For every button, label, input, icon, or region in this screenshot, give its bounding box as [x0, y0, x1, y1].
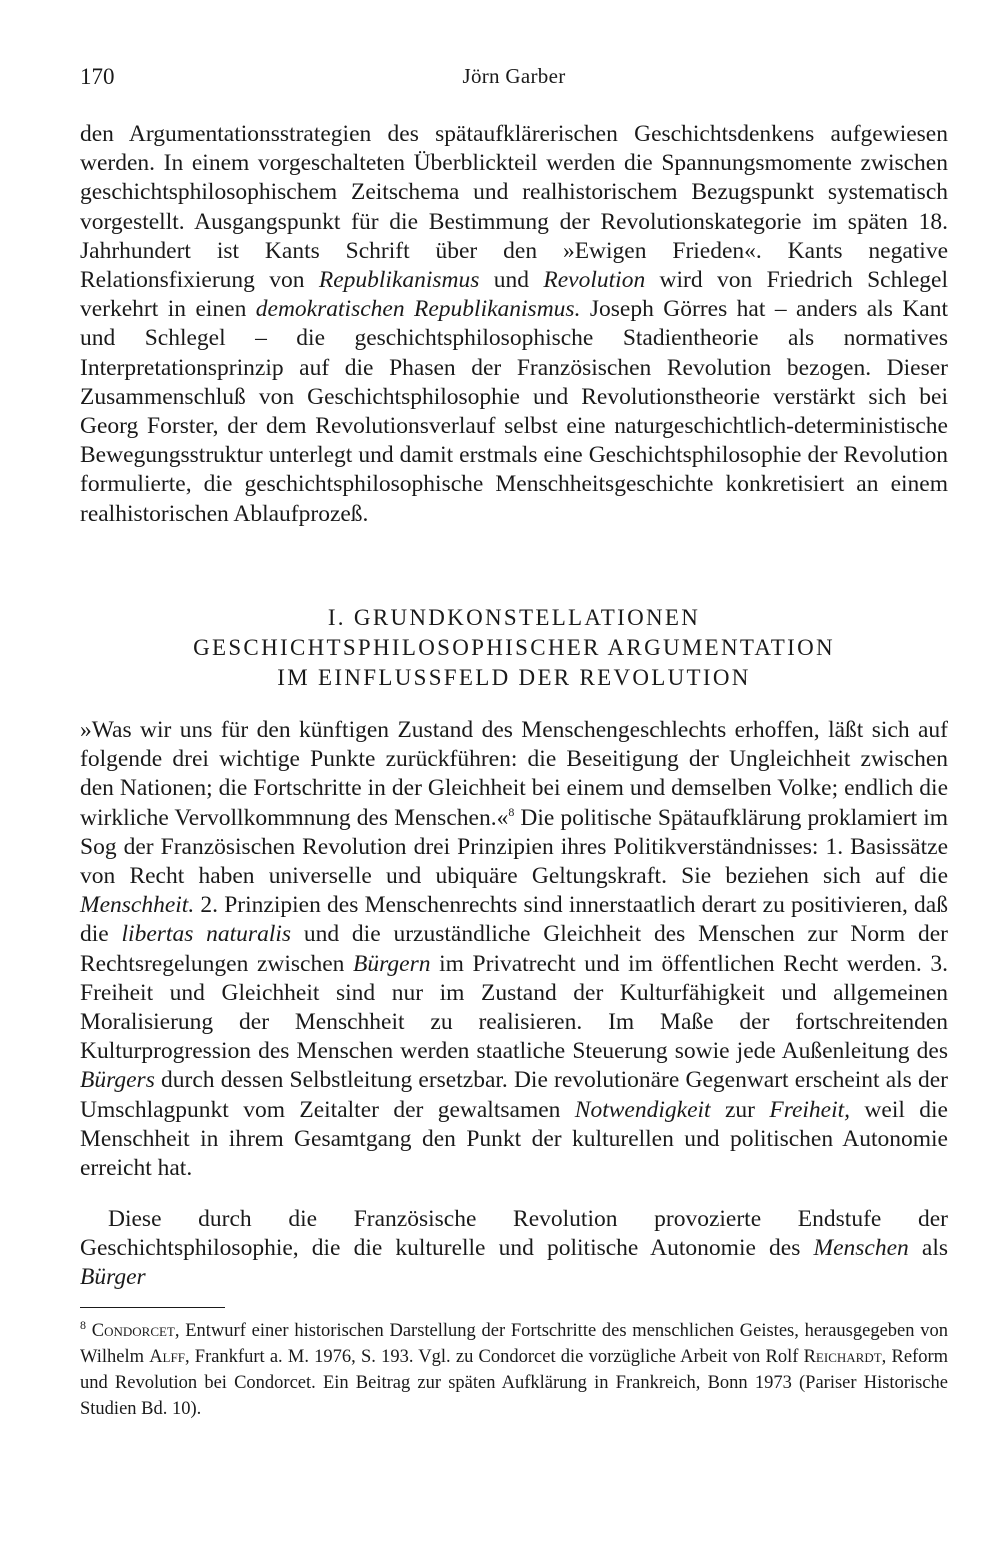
- footnote: [80, 1318, 948, 1422]
- text-run: Die politische Spätaufklärung proklamiert im Sog der Französischen Revolution drei Prinzipien ihres Politikverständnisses: 1. Basissätze von Recht haben universelle und ubiquäre Geltungskraft. Sie beziehen sich auf die: [80, 804, 949, 890]
- footnote-divider: [80, 1307, 225, 1308]
- section-heading: [80, 603, 948, 693]
- footnote-reference[interactable]: 8: [508, 804, 515, 819]
- emphasis: Bürger: [80, 1264, 146, 1291]
- emphasis: Menschen: [813, 1235, 909, 1262]
- text-run: Joseph Görres hat – anders als Kant und Schlegel – die geschichtsphilosophische Stadientheorie als normatives Interpretationsprinzip auf die Phasen der Französischen Revolution bezogen. Dieser Zusammenschluß von Geschichtsphilosophie und Revolutionstheorie verstärkt sich bei Georg Forster, der dem Revolutionsverlauf selbst eine naturgeschichtlich-deterministische Bewegungsstruktur unterlegt und damit erstmals eine Geschichtsphilosophie der Revolution formulierte, die geschichtsphilosophische Menschheitsgeschichte konkretisiert an einem realhistorischen Ablaufprozeß.: [80, 296, 949, 527]
- page-header: [80, 64, 948, 104]
- paragraph-text: [80, 716, 948, 1183]
- text-run: durch dessen Selbstleitung ersetzbar. Die revolutionäre Gegenwart erscheint als der Umschlagpunkt vom Zeitalter der gewaltsamen: [80, 1067, 948, 1123]
- text-run: den Argumentationsstrategien des spätaufklärerischen Geschichtsdenkens aufgewiesen werden. In einem vorgeschalteten Überblickteil werden die Spannungsmomente zwischen geschichtsphilosophischem Zeitschema und realhistorischem Bezugspunkt systematisch vorgestellt. Ausgangspunkt für die Bestimmung der Revolutionskategorie im späten 18. Jahrhundert ist Kants Schrift über den »Ewigen Frieden«. Kants negative Relationsfixierung von: [80, 121, 948, 294]
- heading-line-3: IM EINFLUSSFELD DER REVOLUTION: [277, 665, 751, 690]
- text-run: , Frankfurt a. M. 1976, S. 193. Vgl. zu Condorcet die vorzügliche Arbeit von Rolf: [184, 1347, 804, 1367]
- heading-line-1: I. GRUNDKONSTELLATIONEN: [327, 605, 701, 630]
- text-run: , Reform und Revolution bei Condorcet. Ein Beitrag zur späten Aufklärung in Frankreich, Bonn 1973 (Pariser Historische Studien Bd. 10).: [80, 1347, 948, 1419]
- emphasis: Freiheit,: [769, 1096, 851, 1123]
- text-run: Diese durch die Französische Revolution provozierte Endstufe der Geschichtsphilosophie, die die kulturelle und politische Autonomie des: [80, 1206, 948, 1262]
- emphasis: Menschheit.: [80, 892, 195, 919]
- text-run: »Was wir uns für den künftigen Zustand des Menschengeschlechts erhoffen, läßt sich auf folgende drei wichtige Punkte zurückführen: die Beseitigung der Ungleichheit zwischen den Nationen; die Fortschritte in der Gleichheit bei einem und demselben Volke; endlich die wirkliche Vervollkommnung des Menschen.«: [80, 717, 948, 831]
- heading-line-2: GESCHICHTSPHILOSOPHISCHER ARGUMENTATION: [193, 635, 835, 660]
- text-run: im Privatrecht und im öffentlichen Recht werden. 3. Freiheit und Gleichheit sind nur im Zustand der Kulturfähigkeit und allgemeinen Moralisierung der Menschheit zu realisieren. Im Maße der fortschreitenden Kulturprogression des Menschen werden staatliche Steuerung sowie jede Außenleitung des: [80, 950, 948, 1065]
- text-run: und die urzuständliche Gleichheit des Menschen zur Norm der Rechtsregelungen zwischen: [80, 921, 948, 977]
- text-run: weil die Menschheit in ihrem Gesamtgang den Punkt der kulturellen und politischen Autonomie erreicht hat.: [80, 1096, 948, 1182]
- text-run: als: [908, 1235, 948, 1262]
- emphasis: Revolution: [543, 267, 646, 294]
- paragraph-text: [80, 1205, 948, 1293]
- author-name: Condorcet: [91, 1321, 175, 1341]
- author-name: Reichardt: [803, 1347, 882, 1367]
- emphasis: libertas naturalis: [121, 921, 292, 948]
- text-run: und: [479, 267, 544, 294]
- editor-name: Alff: [149, 1347, 185, 1367]
- page-number: 170: [80, 64, 115, 89]
- emphasis: Bürgers: [80, 1067, 155, 1094]
- footnote-marker: 8: [80, 1317, 86, 1332]
- text-run: zur: [710, 1096, 770, 1123]
- paragraph-quote: [80, 716, 948, 1183]
- text-run: wird von Friedrich Schlegel verkehrt in einen: [80, 267, 948, 323]
- emphasis: demokratischen Republikanismus.: [255, 296, 581, 323]
- emphasis: Republikanismus: [318, 267, 480, 294]
- paragraph-continuation: [80, 1205, 948, 1293]
- text-run: , Entwurf einer historischen Darstellung der Fortschritte des menschlichen Geistes, herausgegeben von Wilhelm: [80, 1321, 948, 1367]
- text-run: 2. Prinzipien des Menschenrechts sind innerstaatlich derart zu positivieren, daß die: [80, 892, 948, 948]
- paragraph-text: [80, 120, 948, 529]
- running-head: Jörn Garber: [462, 64, 566, 88]
- emphasis: Notwendigkeit: [574, 1096, 711, 1123]
- paragraph-intro: [80, 120, 948, 529]
- emphasis: Bürgern: [353, 950, 431, 977]
